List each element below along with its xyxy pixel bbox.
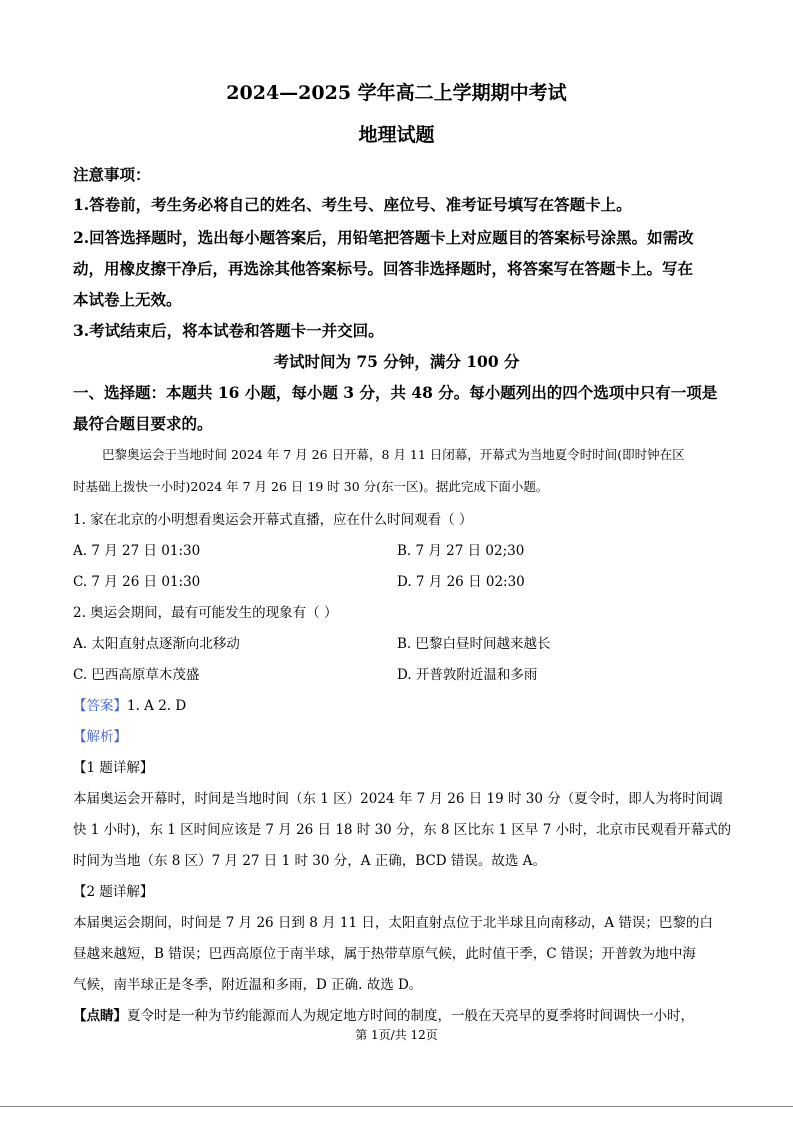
detail-1-label: 【1 题详解】 — [73, 760, 154, 776]
notice-heading: 注意事项： — [73, 165, 151, 184]
analysis-label: 【解析】 — [73, 729, 127, 745]
detail-2-line-1: 本届奥运会期间，时间是 7 月 26 日到 8 月 11 日，太阳直射点位于北半球且向南移动，A 错误；巴黎的白 — [73, 915, 713, 931]
detail-2-line-2: 昼越来越短，B 错误；巴西高原位于南半球，属于热带草原气候，此时值干季，C 错误；开普敦为地中海 — [73, 946, 696, 962]
exam-time: 考试时间为 75 分钟，满分 100 分 — [273, 352, 520, 371]
notice-item-2-line-3: 本试卷上无效。 — [73, 290, 182, 309]
tip-text: 夏令时是一种为节约能源而人为规定地方时间的制度，一般在天亮早的夏季将时间调快一小时， — [127, 1008, 694, 1024]
question-2-stem: 2. 奥运会期间，最有可能发生的现象有（ ） — [73, 605, 338, 621]
notice-item-2-line-2: 动，用橡皮擦干净后，再选涂其他答案标号。回答非选择题时，将答案写在答题卡上。写在 — [73, 259, 694, 278]
answer-label: 【答案】 — [73, 698, 127, 714]
question-2-option-a: A. 太阳直射点逐渐向北移动 — [73, 636, 240, 652]
detail-2-line-3: 气候，南半球正是冬季，附近温和多雨，D 正确. 故选 D。 — [73, 977, 423, 993]
question-1-option-a: A. 7 月 27 日 01:30 — [73, 543, 201, 559]
detail-2-label: 【2 题详解】 — [73, 884, 154, 900]
detail-1-line-3: 时间为当地（东 8 区）7 月 27 日 1 时 30 分，A 正确，BCD 错误。故选 A。 — [73, 853, 546, 869]
answer-line — [73, 694, 186, 714]
tip-label: 【点睛】 — [73, 1008, 127, 1024]
detail-1-line-1: 本届奥运会开幕时，时间是当地时间（东 1 区）2024 年 7 月 26 日 19 时 30 分（夏令时，即人为将时间调 — [73, 791, 723, 807]
question-2-option-b: B. 巴黎白昼时间越来越长 — [397, 636, 551, 652]
notice-item-2-line-1: 2.回答选择题时，选出每小题答案后，用铅笔把答题卡上对应题目的答案标号涂黑。如需改 — [73, 228, 694, 247]
notice-item-3: 3.考试结束后，将本试卷和答题卡一并交回。 — [73, 321, 384, 340]
question-1-option-b: B. 7 月 27 日 02;30 — [397, 543, 525, 559]
question-1-stem: 1. 家在北京的小明想看奥运会开幕式直播，应在什么时间观看（ ） — [73, 512, 473, 528]
question-1-option-d: D. 7 月 26 日 02:30 — [397, 574, 525, 590]
exam-subtitle: 地理试题 — [358, 124, 435, 146]
passage-line-2: 时基础上拨快一小时)2024 年 7 月 26 日 19 时 30 分(东一区)。据此完成下面小题。 — [73, 479, 549, 494]
passage-line-1: 巴黎奥运会于当地时间 2024 年 7 月 26 日开幕，8 月 11 日闭幕，开幕式为当地夏令时时间(即时钟在区 — [102, 447, 685, 462]
tip-line — [73, 1004, 694, 1024]
answer-text: 1. A 2. D — [127, 698, 187, 714]
question-1-option-c: C. 7 月 26 日 01:30 — [73, 574, 201, 590]
section-heading-line-2: 最符合题目要求的。 — [73, 414, 213, 433]
detail-1-line-2: 快 1 小时)，东 1 区时间应该是 7 月 26 日 18 时 30 分，东 8 区比东 1 区早 7 小时，北京市民观看开幕式的 — [73, 822, 732, 838]
exam-title: 2024—2025 学年高二上学期期中考试 — [226, 82, 567, 104]
page-footer: 第 1页/共 12页 — [355, 1028, 438, 1042]
section-heading-line-1: 一、选择题：本题共 16 小题，每小题 3 分，共 48 分。每小题列出的四个选项中只有一项是 — [73, 383, 718, 402]
page-bottom-divider — [0, 1106, 793, 1107]
question-2-option-c: C. 巴西高原草木茂盛 — [73, 667, 200, 683]
notice-item-1: 1.答卷前，考生务必将自己的姓名、考生号、座位号、准考证号填写在答题卡上。 — [73, 195, 632, 214]
question-2-option-d: D. 开普敦附近温和多雨 — [397, 667, 538, 683]
